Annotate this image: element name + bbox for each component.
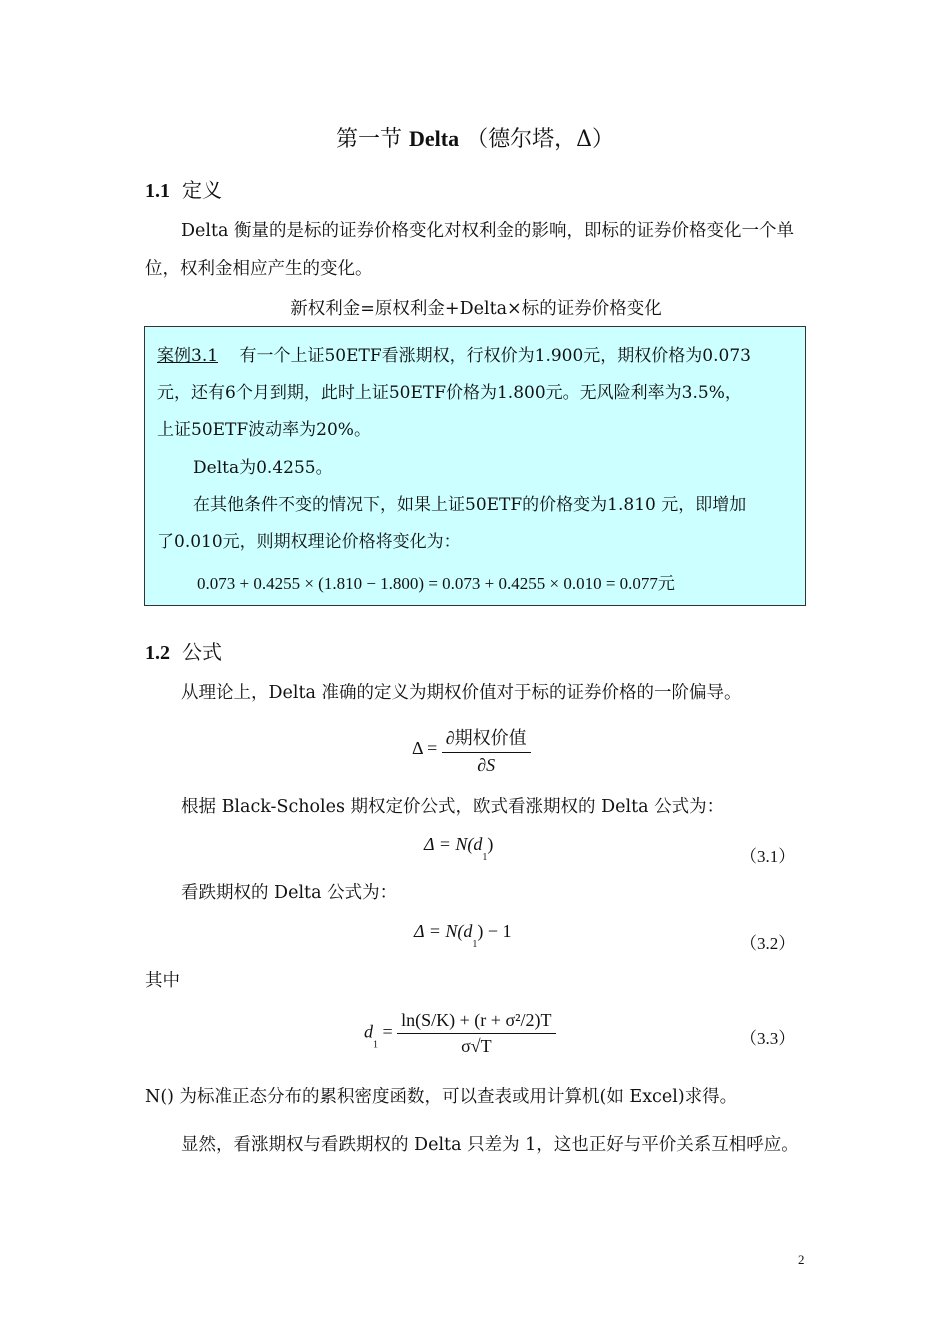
equation-fraction [442, 724, 531, 776]
equation-body: Δ = N(d [424, 834, 483, 854]
case-line-6: 了0.010元，则期权理论价格将变化为： [157, 532, 461, 552]
paragraph-normal-cdf: N() 为标准正态分布的累积密度函数，可以查表或用计算机(如 Excel)求得。 [145, 1087, 738, 1107]
section-label: 公式 [182, 640, 222, 664]
equation-subscript: 1 [482, 852, 488, 863]
equation-number-3-1: （3.1） [740, 847, 796, 866]
paragraph-partial-derivative: 从理论上，Delta 准确的定义为期权价值对于标的证券价格的一阶偏导。 [181, 683, 742, 703]
section-label: 定义 [182, 178, 222, 202]
equation-number-3-2: （3.2） [740, 934, 796, 953]
fraction-denominator: σ√T [461, 1036, 492, 1056]
equation-lhs: d [364, 1021, 373, 1042]
equation-equals: = [382, 1021, 393, 1042]
equation-subscript: 1 [472, 939, 478, 950]
section-heading-1-2 [145, 636, 222, 665]
page-title [0, 122, 950, 153]
paragraph-conclusion: 显然，看涨期权与看跌期权的 Delta 只差为 1，这也正好与平价关系互相呼应。 [181, 1135, 799, 1155]
case-line-1 [157, 341, 751, 366]
fraction-denominator: ∂S [477, 755, 496, 775]
page-number: 2 [798, 1252, 805, 1267]
title-prefix: 第一节 [336, 127, 403, 152]
equation-3-1 [424, 834, 493, 863]
case-calculation: 0.073 + 0.4255 × (1.810 − 1.800) = 0.073 + 0.4255 × 0.010 = 0.077元 [197, 574, 675, 593]
equation-number-3-3: （3.3） [740, 1029, 796, 1048]
title-main: Delta [409, 126, 460, 151]
equation-body: Δ = N(d [414, 921, 473, 941]
paragraph-definition: Delta 衡量的是标的证券价格变化对权利金的影响，即标的证券价格变化一个单位，权利金相应产生的变化。 [145, 221, 795, 279]
paragraph-black-scholes: 根据 Black-Scholes 期权定价公式，欧式看涨期权的 Delta 公式为： [181, 797, 725, 817]
case-line-5: 在其他条件不变的情况下，如果上证50ETF的价格变为1.810 元，即增加 [193, 495, 747, 515]
definition-formula: 新权利金=原权利金+Delta×标的证券价格变化 [290, 299, 662, 319]
case-label: 案例3.1 [157, 346, 219, 366]
case-text-1: 有一个上证50ETF看涨期权，行权价为1.900元，期权价格为0.073 [239, 346, 751, 366]
equation-tail: ) − 1 [477, 921, 512, 941]
fraction-numerator: ∂期权价值 [442, 724, 531, 753]
equation-lhs: Δ = [412, 738, 438, 759]
paragraph-put-delta: 看跌期权的 Delta 公式为： [181, 883, 398, 903]
section-number: 1.1 [145, 180, 170, 202]
equation-delta-definition [412, 724, 531, 776]
paragraph-where: 其中 [145, 971, 180, 991]
equation-3-2 [414, 921, 512, 950]
fraction-numerator: ln(S/K) + (r + σ²/2)T [397, 1010, 555, 1034]
section-heading-1-1 [145, 174, 222, 203]
title-suffix: （德尔塔，Δ） [466, 127, 614, 152]
equation-subscript: 1 [373, 1039, 378, 1051]
equation-tail: ) [487, 834, 494, 854]
equation-fraction [397, 1010, 555, 1057]
equation-3-3 [364, 1010, 556, 1057]
case-line-2: 元，还有6个月到期，此时上证50ETF价格为1.800元。无风险利率为3.5%， [157, 383, 742, 403]
case-box [144, 326, 806, 606]
case-line-4: Delta为0.4255。 [193, 458, 333, 478]
section-number: 1.2 [145, 642, 170, 664]
case-line-3: 上证50ETF波动率为20%。 [157, 420, 371, 440]
